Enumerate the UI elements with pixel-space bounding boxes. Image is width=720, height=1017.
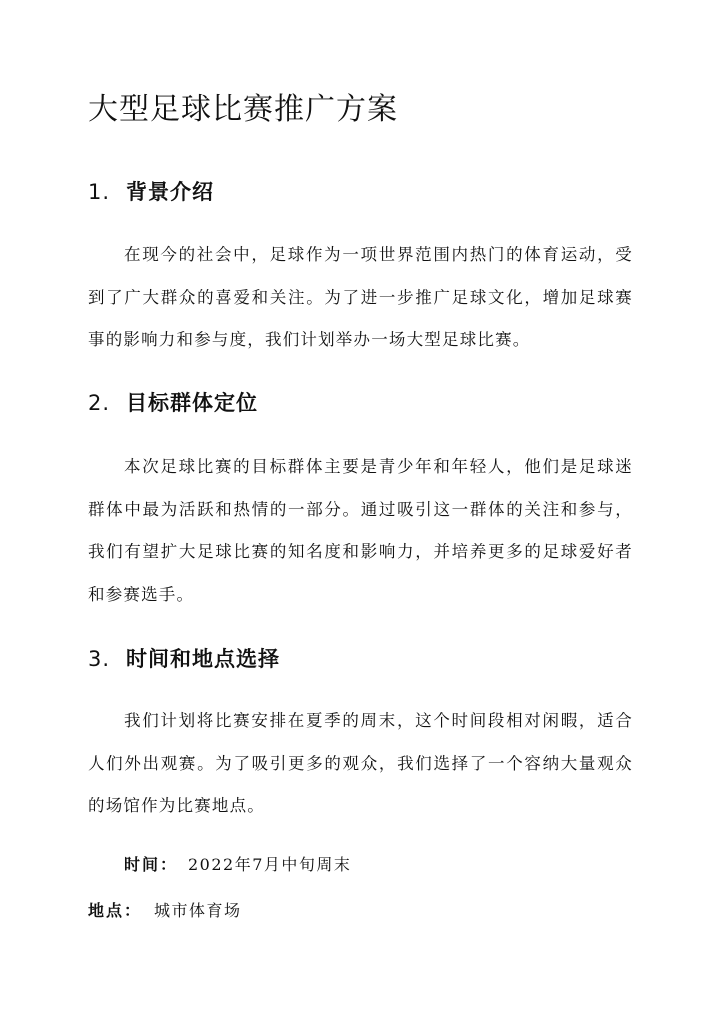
section-2-number: 2. <box>88 391 111 415</box>
location-value: 城市体育场 <box>154 901 242 920</box>
document-title: 大型足球比赛推广方案 <box>88 92 398 127</box>
location-label: 地点： <box>88 901 143 920</box>
section-1-paragraph: 在现今的社会中，足球作为一项世界范围内热门的体育运动，受到了广大群众的喜爱和关注。为了进一步推广足球文化，增加足球赛事的影响力和参与度，我们计划举办一场大型足球比赛。 <box>88 245 633 349</box>
section-2-heading-text: 目标群体定位 <box>126 391 258 415</box>
section-2-heading <box>88 387 258 417</box>
section-3-number: 3. <box>88 647 111 671</box>
time-label: 时间： <box>124 855 179 874</box>
section-3-heading-text: 时间和地点选择 <box>126 647 280 671</box>
time-line <box>124 852 351 875</box>
section-1-heading-text: 背景介绍 <box>126 180 214 204</box>
section-2-paragraph: 本次足球比赛的目标群体主要是青少年和年轻人，他们是足球迷群体中最为活跃和热情的一部分。通过吸引这一群体的关注和参与，我们有望扩大足球比赛的知名度和影响力，并培养更多的足球爱好者和参赛选手。 <box>88 457 633 604</box>
location-line <box>88 898 242 921</box>
section-3-heading <box>88 643 280 673</box>
time-value: 2022年7月中旬周末 <box>188 855 352 874</box>
section-1-heading <box>88 176 214 206</box>
section-3-paragraph: 我们计划将比赛安排在夏季的周末，这个时间段相对闲暇，适合人们外出观赛。为了吸引更多的观众，我们选择了一个容纳大量观众的场馆作为比赛地点。 <box>88 711 633 815</box>
section-1-number: 1. <box>88 180 111 204</box>
